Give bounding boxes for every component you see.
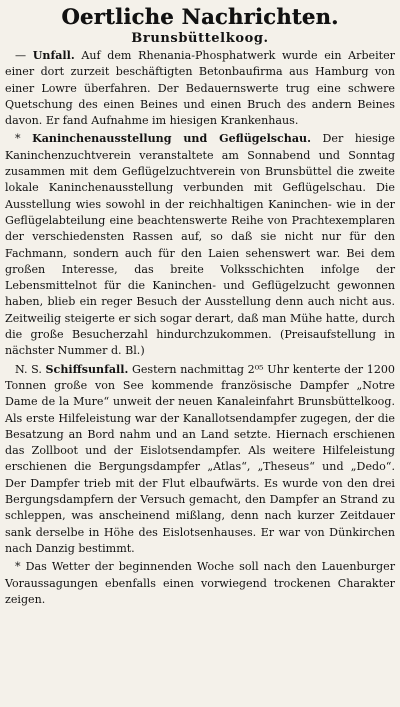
place-heading: Brunsbüttelkoog. — [131, 31, 269, 46]
newspaper-page — [0, 4, 400, 707]
section-title: Oertliche Nachrichten. — [61, 4, 339, 29]
article-body: Auf dem Rhenania-Phosphatwerk wurde ein Arbeiter einer dort zurzeit beschäftigten Betonbaufirma aus Hamburg von einer Lowre überfahren. Der Bedauernswerte trug eine schwere Quetschung des einen Beines und einen Bruch des andern Beines davon. Er fand Aufnahme im hiesigen Krankenhaus. — [5, 49, 395, 128]
article-kaninchenausstellung — [5, 131, 395, 359]
article-unfall — [5, 48, 395, 129]
article-paragraph — [5, 559, 395, 608]
article-body: Das Wetter der beginnenden Woche soll nach den Lauenburger Voraussagungen ebenfalls einen vorwiegend trockenen Charakter zeigen. — [5, 560, 395, 606]
article-body: Der hiesige Kaninchenzuchtverein veranstaltete am Sonnabend und Sonntag zusammen mit dem Geflügelzuchtverein von Brunsbüttel die zweite lokale Kaninchenausstellung verbunden mit Geflügelschau. Die Ausstellung wies sowohl in der reichhaltigen Kaninchen- wie in der Geflügelabteilung eine beachtenswerte Reihe von Prachtexemplaren der verschiedensten Rassen auf, so daß sie nicht nur für den Fachmann, sondern auch für den Laien sehenswert war. Bei dem großen Interesse, das breite Volksschichten infolge der Lebensmittelnot für die Kaninchen- und Geflügelzucht gewonnen haben, blieb ein reger Besuch der Ausstellung denn auch nicht aus. Zeitweilig steigerte er sich sogar derart, daß man Mühe hatte, durch die große Besucherzahl hindurchzukommen. (Preisaufstellung in nächster Nummer d. Bl.) — [5, 132, 395, 358]
article-prefix: N. S. — [15, 362, 46, 376]
article-paragraph — [5, 48, 395, 129]
article-heading: Kaninchenausstellung und Geflügelschau. — [32, 132, 311, 146]
article-paragraph — [5, 131, 395, 359]
article-schiffsunfall — [5, 362, 395, 558]
article-paragraph — [5, 362, 395, 558]
article-prefix: — — [15, 49, 33, 62]
article-body: Gestern nachmittag 2⁰⁵ Uhr kenterte der 1200 Tonnen große von See kommende französische Dampfer „Notre Dame de la Mure“ unweit der neuen Kanaleinfahrt Brunsbüttelkoog. Als erste Hilfeleistung war der Kanallotsendampfer zugegen, der die Besatzung an Bord nahm und an Land setzte. Hiernach erschienen das Zollboot und der Eislotsendampfer. Als weitere Hilfeleistung erschienen die Bergungsdampfer „Atlas“, „Theseus“ und „Dedo“. Der Dampfer trieb mit der Flut elbaufwärts. Es wurde von den drei Bergungsdampfern der Versuch gemacht, den Dampfer an Strand zu schleppen, was anscheinend mißlang, denn nach kurzer Zeitdauer sank derselbe in Höhe des Eislotsenhauses. Er war von Dünkirchen nach Danzig bestimmt. — [5, 362, 395, 555]
article-heading: Unfall. — [32, 49, 75, 62]
article-heading: Schiffsunfall. — [45, 362, 129, 376]
article-prefix: * — [15, 132, 33, 146]
article-wetter — [5, 559, 395, 608]
article-prefix: * — [15, 560, 26, 574]
